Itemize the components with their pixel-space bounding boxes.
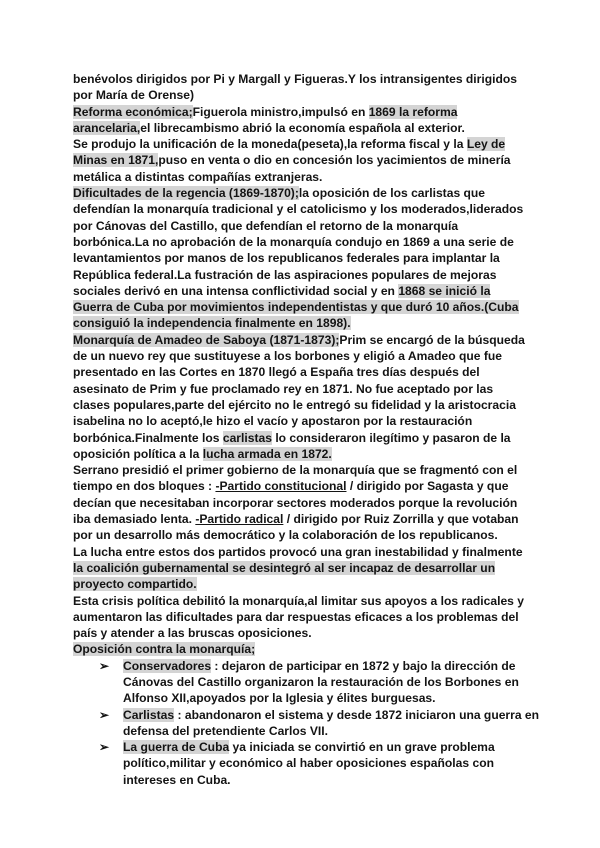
bullet-item	[73, 707, 540, 723]
bullet-item	[73, 658, 533, 674]
text-span: la oposición de los carlistas que	[298, 186, 486, 201]
text-line	[73, 381, 533, 397]
text-span: Cánovas del Castillo organizaron la restauración de los Borbones en	[123, 674, 519, 689]
arrow-bullet-icon: ➢	[99, 658, 110, 673]
text-span: iba demasiado lenta.	[73, 512, 196, 527]
text-line	[73, 544, 533, 560]
text-span: por Cánovas del Castillo, que defendían el retorno de la monarquía	[73, 218, 459, 233]
text-line	[73, 267, 533, 283]
highlighted-text: Dificultades de la regencia (1869-1870);	[73, 186, 299, 201]
text-span: benévolos dirigidos por Pi y Margall y Figueras.Y los intransigentes dirigidos	[73, 72, 517, 86]
text-line	[73, 87, 533, 103]
text-line	[73, 201, 533, 217]
text-line	[73, 397, 533, 413]
text-span: por María de Orense)	[73, 88, 194, 103]
text-span: puso en venta o dio en concesión los yacimientos de minería	[158, 153, 511, 168]
text-line	[73, 234, 533, 250]
text-span: República federal.La fustración de las aspiraciones populares de mejoras	[73, 267, 497, 282]
text-line	[73, 462, 533, 478]
text-line	[73, 430, 533, 446]
highlighted-text: Minas en 1871,	[73, 153, 159, 168]
arrow-bullet-icon: ➢	[99, 740, 110, 755]
text-line	[73, 755, 533, 771]
text-span: por un desarrollo más democrático y la colaboración de los republicanos.	[73, 528, 498, 543]
text-line	[73, 185, 533, 201]
text-span: Esta crisis política debilitó la monarquía,al limitar sus apoyos a los radicales y	[73, 593, 524, 608]
text-line	[73, 609, 533, 625]
text-span: levantamientos por manos de los republicanos federales para implantar la	[73, 251, 500, 266]
text-line	[73, 625, 533, 641]
text-line	[73, 495, 533, 511]
highlighted-text: proyecto compartido.	[73, 577, 197, 592]
text-line	[73, 478, 533, 494]
text-span: metálica a distintas compañías extranjeras.	[73, 169, 323, 184]
text-line	[73, 641, 533, 657]
text-span: presentado en las Cortes en 1870 llegó a España tres días después del	[73, 365, 480, 380]
text-line	[73, 348, 533, 364]
highlighted-text: la coalición gubernamental se desintegró al ser incapaz de desarrollar un	[73, 560, 496, 575]
text-line	[73, 560, 533, 576]
text-span: Serrano presidió el primer gobierno de la monarquía que se fragmentó con el	[73, 463, 518, 478]
highlighted-text: Reforma económica;	[73, 104, 193, 119]
text-span: oposición política a la	[73, 446, 203, 461]
underlined-text: -Partido constitucional	[215, 479, 347, 494]
text-line	[73, 593, 533, 609]
text-line	[73, 772, 533, 788]
text-span: La lucha entre estos dos partidos provocó una gran inestabilidad y finalmente	[73, 544, 523, 559]
highlighted-text: lucha armada en 1872.	[202, 446, 332, 461]
text-span: Figuerola ministro,impulsó en	[192, 104, 369, 119]
arrow-bullet-icon: ➢	[99, 707, 110, 722]
text-line	[73, 120, 533, 136]
text-span: decían que necesitaban incorporar sectores moderados porque la revolución	[73, 495, 518, 510]
text-line	[73, 136, 533, 152]
highlighted-text: 1869 la reforma	[368, 104, 458, 119]
highlighted-text: La guerra de Cuba	[123, 740, 230, 755]
text-line	[73, 71, 533, 87]
text-line	[73, 152, 533, 168]
text-span: de un nuevo rey que sustituyese a los borbones y eligió a Amadeo que fue	[73, 349, 502, 364]
highlighted-text: 1868 se inició la	[398, 283, 491, 298]
text-line	[73, 332, 533, 348]
text-span: país y atender a las bruscas oposiciones.	[73, 626, 312, 641]
bullet-item	[73, 739, 533, 755]
highlighted-text: Guerra de Cuba por movimientos independentistas y que duró 10 años.(Cuba	[73, 300, 519, 315]
text-span: : abandonaron el sistema y desde 1872 iniciaron una guerra en	[174, 707, 540, 722]
text-line	[73, 169, 533, 185]
highlighted-text: Conservadores	[123, 658, 212, 673]
text-span: clases populares,parte del ejército no le entregó su fidelidad y la aristocracia	[73, 397, 516, 412]
text-line	[73, 723, 533, 739]
text-span: sociales derivó en una intensa conflictividad social y en	[73, 283, 399, 298]
text-line	[73, 250, 533, 266]
underlined-text: -Partido radical	[195, 512, 284, 527]
text-line	[73, 446, 533, 462]
text-line	[73, 511, 533, 527]
highlighted-text: Ley de	[466, 137, 506, 152]
document-body	[73, 71, 540, 788]
text-line	[73, 218, 533, 234]
text-span: Prim se encargó de la búsqueda	[339, 332, 525, 347]
text-span: Alfonso XII,apoyados por la Iglesia y élites burguesas.	[123, 691, 436, 706]
highlighted-text: Carlistas	[123, 707, 175, 722]
text-span: defendían la monarquía tradicional y el catolicismo y los moderados,liderados	[73, 202, 524, 217]
highlighted-text: arancelaria,	[73, 120, 141, 135]
text-span: Se produjo la unificación de la moneda(peseta),la reforma fiscal y la	[73, 137, 467, 152]
text-span: aumentaron las dificultades para dar respuestas eficaces a los problemas del	[73, 609, 519, 624]
text-line	[73, 674, 533, 690]
text-line	[73, 104, 533, 120]
highlighted-text: carlistas	[222, 430, 272, 445]
text-span: / dirigido por Ruiz Zorrilla y que votaban	[283, 512, 519, 527]
text-span: el librecambismo abrió la economía española al exterior.	[140, 120, 465, 135]
text-span: asesinato de Prim y fue proclamado rey en 1871. No fue aceptado por las	[73, 381, 494, 396]
text-span: : dejaron de participar en 1872 y bajo la dirección de	[211, 658, 516, 673]
text-span: tiempo en dos bloques :	[73, 479, 216, 494]
text-line	[73, 364, 533, 380]
highlighted-text: consiguió la independencia finalmente en 1898).	[73, 316, 351, 331]
highlighted-text: Monarquía de Amadeo de Saboya (1871-1873);	[73, 332, 340, 347]
text-span: político,militar y económico al haber oposiciones españolas con	[123, 756, 494, 771]
highlighted-text: Oposición contra la monarquía;	[73, 642, 256, 657]
text-span: defensa del pretendiente Carlos VII.	[123, 723, 328, 738]
text-line	[73, 299, 533, 315]
text-span: borbónica.La no aprobación de la monarquía condujo en 1869 a una serie de	[73, 234, 514, 249]
text-span: lo consideraron ilegítimo y pasaron de la	[271, 430, 511, 445]
text-line	[73, 527, 533, 543]
text-line	[73, 576, 533, 592]
text-span: borbónica.Finalmente los	[73, 430, 223, 445]
text-line	[73, 283, 533, 299]
text-line	[73, 413, 533, 429]
text-line	[73, 690, 533, 706]
text-span: intereses en Cuba.	[123, 772, 231, 787]
text-span: / dirigido por Sagasta y que	[346, 479, 509, 494]
text-span: isabelina no lo aceptó,le hizo el vacío y apostaron por la restauración	[73, 414, 473, 429]
text-span: ya iniciada se convirtió en un grave problema	[229, 740, 495, 755]
text-line	[73, 315, 533, 331]
